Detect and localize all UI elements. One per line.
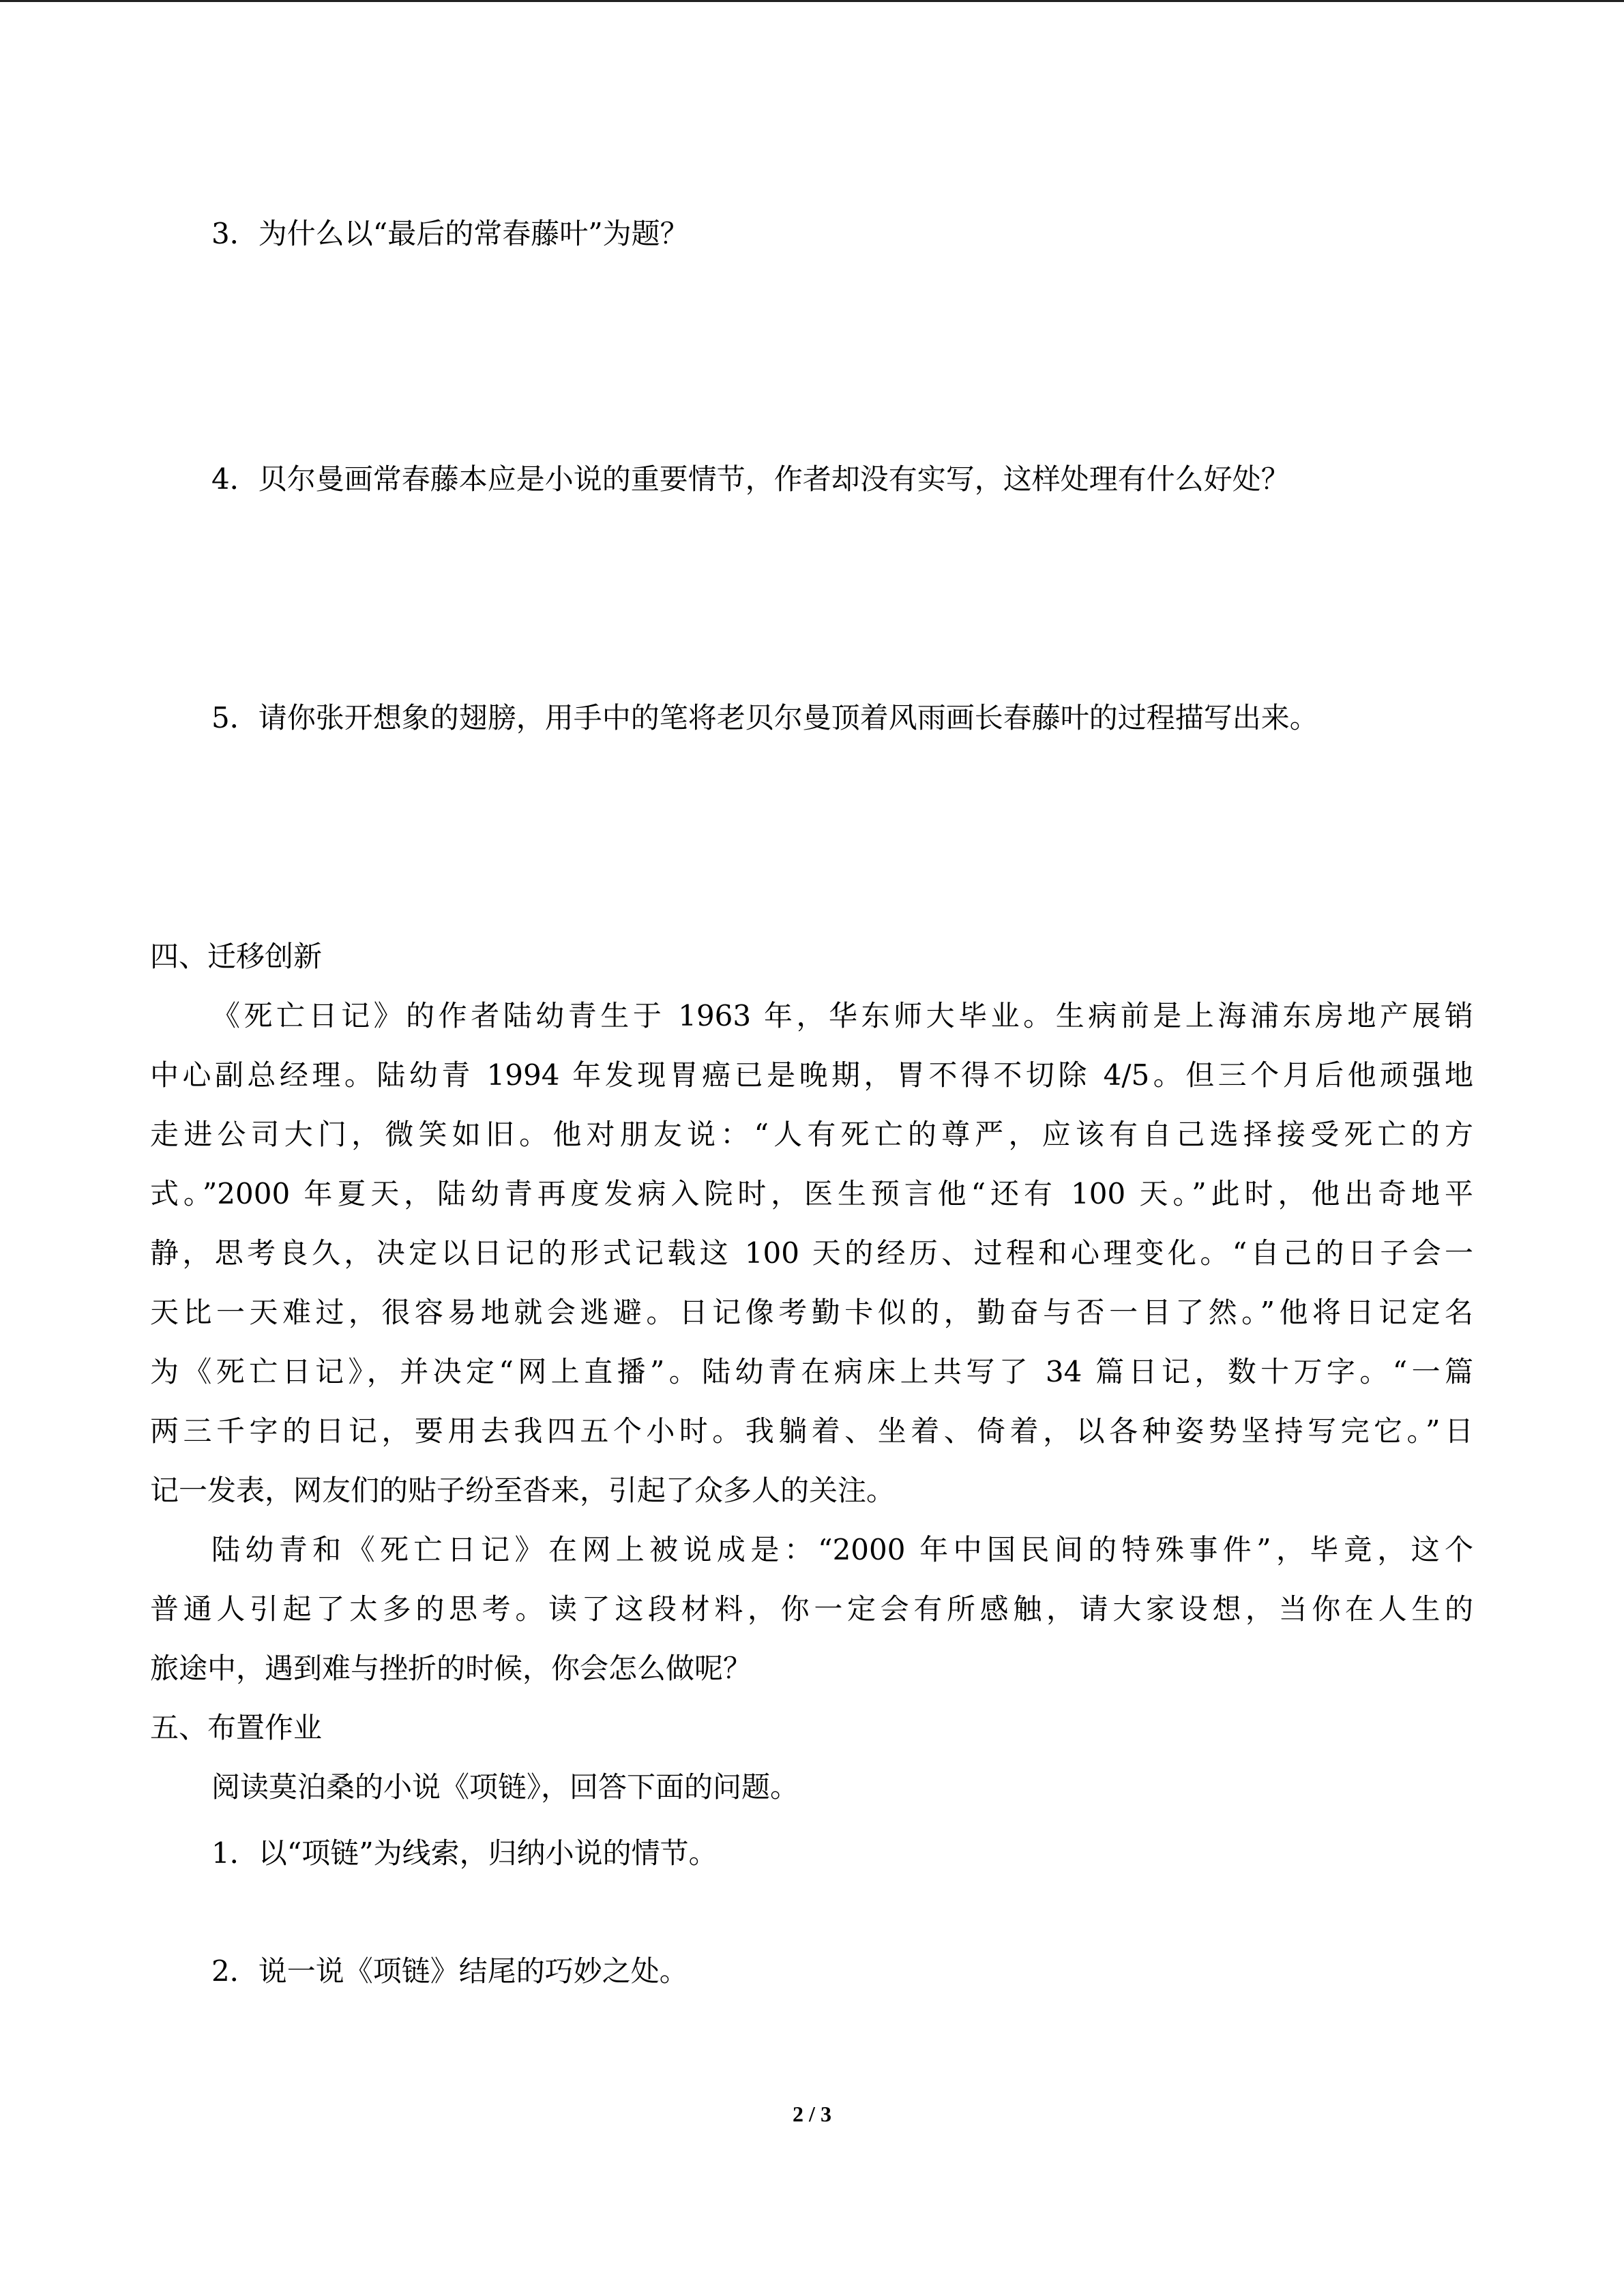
paragraph-line: 中心副总经理。陆幼青 1994 年发现胃癌已是晚期，胃不得不切除 4/5。但三个月后他顽强地 — [150, 1058, 1473, 1092]
paragraph-line: 走进公司大门，微笑如旧。他对朋友说：“人有死亡的尊严，应该有自己选择接受死亡的方 — [150, 1118, 1473, 1151]
paragraph-line: 天比一天难过，很容易地就会逃避。日记像考勤卡似的，勤奋与否一目了然。”他将日记定名 — [150, 1296, 1473, 1329]
paragraph-line: 《死亡日记》的作者陆幼青生于 1963 年，华东师大毕业。生病前是上海浦东房地产展销 — [211, 999, 1473, 1032]
paragraph-line: 陆幼青和《死亡日记》在网上被说成是：“2000 年中国民间的特殊事件”，毕竟，这个 — [211, 1533, 1473, 1566]
paragraph-line: 式。”2000 年夏天，陆幼青再度发病入院时，医生预言他“还有 100 天。”此时，他出奇地平 — [150, 1177, 1473, 1210]
question-3: 3．为什么以“最后的常春藤叶”为题？ — [211, 217, 689, 250]
page-top-border — [0, 0, 1624, 2]
question-5: 5．请你张开想象的翅膀，用手中的笔将老贝尔曼顶着风雨画长春藤叶的过程描写出来。 — [211, 701, 1318, 734]
section-5-heading: 五、布置作业 — [150, 1711, 323, 1744]
paragraph-line: 记一发表，网友们的贴子纷至沓来，引起了众多人的关注。 — [150, 1474, 896, 1507]
page-number: 2 / 3 — [793, 2102, 831, 2126]
paragraph-line: 普通人引起了太多的思考。读了这段材料，你一定会有所感触，请大家设想，当你在人生的 — [150, 1592, 1473, 1626]
assignment-question-1: 1．以“项链”为线索，归纳小说的情节。 — [211, 1836, 718, 1870]
section-4-heading: 四、迁移创新 — [150, 940, 323, 973]
paragraph-line: 为《死亡日记》，并决定“网上直播”。陆幼青在病床上共写了 34 篇日记，数十万字。“一篇 — [150, 1355, 1473, 1388]
assignment-question-2: 2．说一说《项链》结尾的巧妙之处。 — [211, 1954, 688, 1988]
question-4: 4．贝尔曼画常春藤本应是小说的重要情节，作者却没有实写，这样处理有什么好处？ — [211, 462, 1290, 496]
assignment-intro: 阅读莫泊桑的小说《项链》，回答下面的问题。 — [211, 1770, 799, 1804]
paragraph-line: 两三千字的日记，要用去我四五个小时。我躺着、坐着、倚着，以各种姿势坚持写完它。”日 — [150, 1414, 1473, 1448]
paragraph-line: 静，思考良久，决定以日记的形式记载这 100 天的经历、过程和心理变化。“自己的日子会一 — [150, 1236, 1473, 1270]
paragraph-line: 旅途中，遇到难与挫折的时候，你会怎么做呢？ — [150, 1652, 752, 1685]
